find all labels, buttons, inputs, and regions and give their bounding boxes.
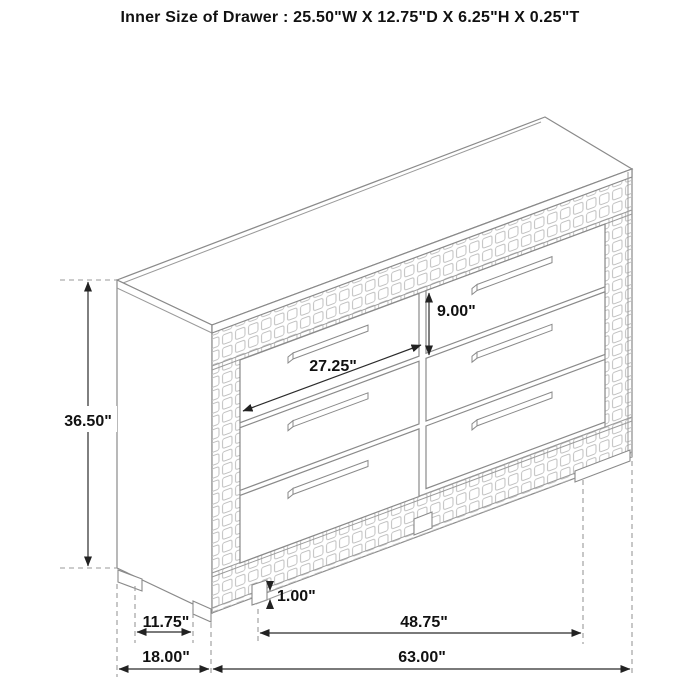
dresser-illustration xyxy=(117,117,632,622)
page-title: Inner Size of Drawer : 25.50"W X 12.75"D X 6.25"H X 0.25"T xyxy=(120,9,580,26)
dim-label-base-clearance: 1.00" xyxy=(277,588,316,605)
dim-label-leg-inset: 11.75" xyxy=(142,614,190,631)
dresser-foot-left-inner xyxy=(252,580,267,605)
dim-label-drawer-height: 9.00" xyxy=(437,303,476,320)
dim-label-overall-depth: 18.00" xyxy=(142,649,190,666)
dim-label-leg-span: 48.75" xyxy=(400,614,448,631)
dresser-side-panel xyxy=(117,280,212,613)
dim-label-overall-width: 63.00" xyxy=(398,649,446,666)
dim-label-drawer-width: 27.25" xyxy=(309,358,357,375)
dim-label-overall-height: 36.50" xyxy=(64,413,112,430)
dim-overall-height xyxy=(60,280,117,568)
